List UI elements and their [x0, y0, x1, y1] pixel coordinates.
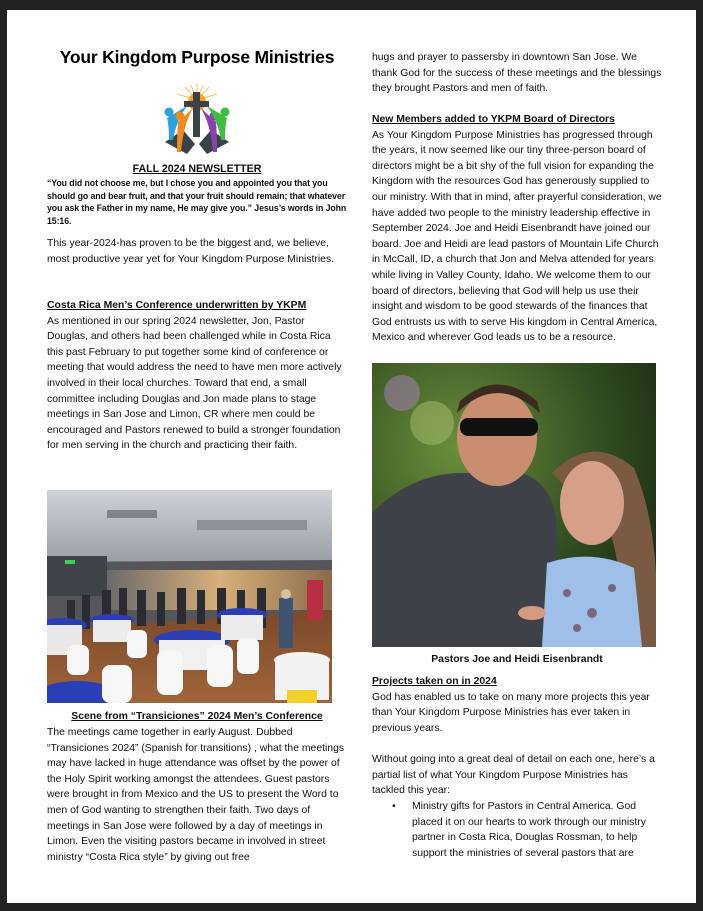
cross-with-people-logo-icon	[147, 82, 247, 160]
scripture-quote: “You did not choose me, but I chose you and appointed you that you should go and bear fruit, and that your fruit should remain; that whatever you ask the Father in my name, He may give you.” Jesus’s words in John 15:16.	[47, 178, 347, 226]
costa-rica-section	[47, 298, 347, 454]
bullet-icon: •	[392, 801, 396, 812]
costa-rica-body: As mentioned in our spring 2024 newsletter, Jon, Pastor Douglas, and others had been challenged while in Costa Rica this past February to put together some kind of conference or meeting that would address the need to have men more actively involved in their local churches. Toward that end, a small committee including Douglas and Jon made plans to stage meetings in San Jose and Limon, CR where men could be encouraged and Pastors renewed to build a stronger foundation for men serving in the church and practicing their faith.	[47, 315, 342, 452]
intro-paragraph: This year-2024-has proven to be the biggest and, we believe, most productive year yet for Your Kingdom Purpose Ministries.	[47, 238, 335, 265]
board-heading: New Members added to YKPM Board of Directors	[372, 114, 615, 125]
projects-heading: Projects taken on in 2024	[372, 676, 497, 687]
conference-photo	[47, 490, 332, 703]
board-section	[372, 112, 662, 346]
projects-list	[372, 799, 662, 861]
projects-body: God has enabled us to take on many more projects this year than Your Kingdom Purpose Ministries has ever taken in previous years.	[372, 691, 650, 734]
newsletter-title: FALL 2024 NEWSLETTER	[132, 163, 262, 175]
board-body: As Your Kingdom Purpose Ministries has progressed through the years, it now seemed like our tiny three-person board of directors might be a bit shy of the full vision for expanding the Kingdom with the resources God has generously supplied to our ministry. With that in mind, after prayerful consideration, we have added two people to the ministry leadership effective in September 2024. Joe and Heidi Eisenbrandt have joined our board. Joe and Heidi are lead pastors of Mountain Life Church in McCall, ID, a church that Jon and Melva attended for years while living in Valley County, Idaho. We welcome them to our board of directors, believing that God will help us use their insight and wisdom to be good stewards of the finances that God entrusts us with to serve His kingdom in Central America, Mexico and wherever God leads us to be a resource.	[372, 129, 662, 344]
projects-body-2: Without going into a great deal of detail on each one, here’s a partial list of what Your Kingdom Purpose Ministries has tackled this year:	[372, 754, 655, 797]
projects-section	[372, 674, 662, 736]
newsletter-page	[7, 10, 696, 903]
org-title: Your Kingdom Purpose Ministries	[59, 47, 335, 67]
costa-rica-body-continued: hugs and prayer to passersby in downtown San Jose. We thank God for the success of these meetings and the blessings they brought Pastors and men of faith.	[372, 52, 662, 95]
list-item-text: Ministry gifts for Pastors in Central America. God placed it on our hearts to work through our ministry partner in Costa Rica, Douglas Rossman, to help support the ministries of several pastors that are	[412, 801, 646, 859]
list-item	[372, 799, 662, 861]
conference-photo-caption: Scene from “Transiciones” 2024 Men’s Conference	[71, 711, 323, 722]
eisenbrandt-photo	[372, 363, 656, 647]
costa-rica-heading: Costa Rica Men’s Conference underwritten by YKPM	[47, 300, 307, 311]
eisenbrandt-photo-caption: Pastors Joe and Heidi Eisenbrandt	[431, 654, 603, 665]
costa-rica-body-2: The meetings came together in early August. Dubbed “Transiciones 2024” (Spanish for transitions) , what the meetings may have lacked in huge attendance was offset by the power of the Holy Spirit working amongst the attendees. Guest pastors were brought in from Mexico and the US to present the Word to men of God wanting to strengthen their faith. Two days of meetings in San Jose were followed by a day of meetings in Limon. Even the visiting pastors became in involved in street ministry “Costa Rica style” by giving out free	[47, 727, 345, 863]
